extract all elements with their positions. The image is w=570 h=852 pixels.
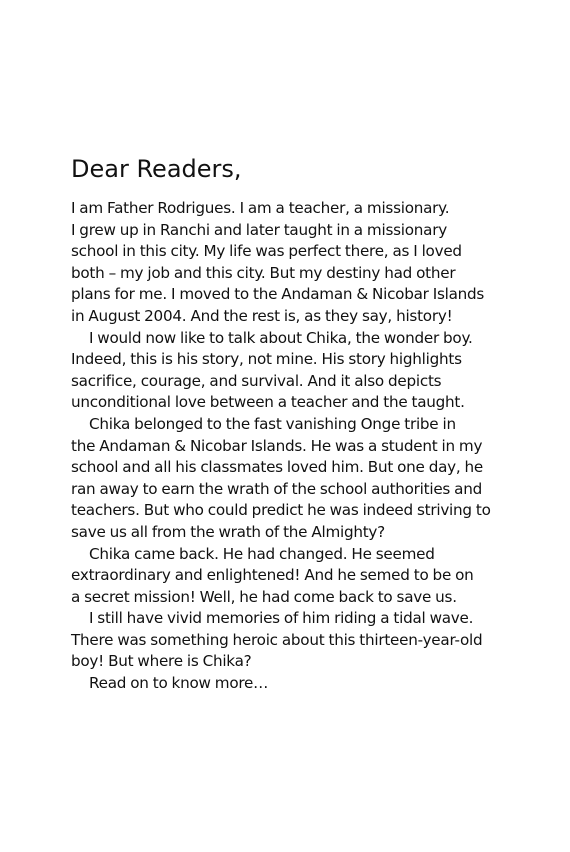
text-line: Chika came back. He had changed. He seemed [89,544,435,563]
letter-body [71,198,521,695]
text-line: save us all from the wrath of the Almighty? [71,522,385,541]
text-line: Indeed, this is his story, not mine. His story highlights [71,350,462,369]
text-line: I still have vivid memories of him riding a tidal wave. [89,609,474,628]
text-line: I am Father Rodrigues. I am a teacher, a missionary. [71,199,450,217]
text-line: school in this city. My life was perfect there, as I loved [71,242,462,261]
text-line: Read on to know more… [89,674,269,693]
text-line: plans for me. I moved to the Andaman & Nicobar Islands [71,285,485,304]
text-line: teachers. But who could predict he was indeed striving to [71,501,491,520]
text-line: a secret mission! Well, he had come back to save us. [71,587,457,606]
text-line: unconditional love between a teacher and the taught. [71,393,465,412]
text-line: school and all his classmates loved him. But one day, he [71,458,484,477]
text-line: both – my job and this city. But my destiny had other [71,263,456,282]
letter-salutation: Dear Readers, [71,155,242,183]
text-line: ran away to earn the wrath of the school authorities and [71,479,482,498]
text-line: I grew up in Ranchi and later taught in a missionary [71,220,447,239]
text-line: the Andaman & Nicobar Islands. He was a student in my [71,436,483,455]
text-line: Chika belonged to the fast vanishing Onge tribe in [89,414,456,433]
text-line: There was something heroic about this thirteen-year-old [71,630,483,649]
text-line: extraordinary and enlightened! And he semed to be on [71,566,474,585]
text-line: I would now like to talk about Chika, the wonder boy. [89,328,473,347]
text-line: sacrifice, courage, and survival. And it also depicts [71,371,442,390]
text-line: boy! But where is Chika? [71,652,252,671]
text-line: in August 2004. And the rest is, as they say, history! [71,306,453,325]
